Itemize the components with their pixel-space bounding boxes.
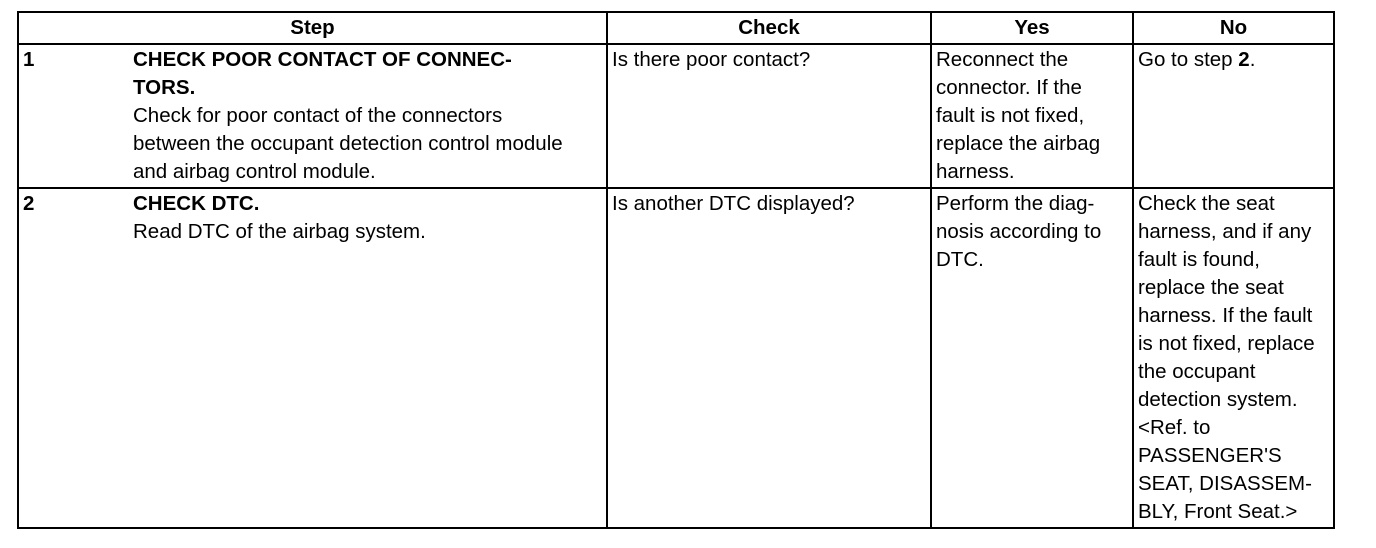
no-line: BLY, Front Seat.>	[1138, 500, 1298, 523]
step-number: 1	[23, 48, 35, 71]
header-step: Step	[18, 12, 607, 44]
step-description-line: Read DTC of the airbag system.	[133, 220, 426, 243]
yes-line: connector. If the	[936, 76, 1082, 99]
yes-line: nosis according to	[936, 220, 1102, 243]
step-number: 2	[23, 192, 35, 215]
no-line: <Ref. to	[1138, 416, 1211, 439]
no-line: SEAT, DISASSEM-	[1138, 472, 1312, 495]
step-description-line: and airbag control module.	[133, 160, 376, 183]
check-cell	[607, 188, 931, 528]
yes-line: replace the airbag	[936, 132, 1101, 155]
diagnostic-table	[17, 11, 1335, 529]
step-description-line: between the occupant detection control module	[133, 132, 563, 155]
no-cell	[1133, 44, 1334, 188]
yes-line: Perform the diag-	[936, 192, 1095, 215]
step-cell	[18, 188, 607, 528]
no-line: harness, and if any	[1138, 220, 1312, 243]
no-line: PASSENGER'S	[1138, 444, 1282, 467]
step-body	[133, 190, 602, 246]
step-body	[133, 46, 602, 186]
step-cell	[18, 44, 607, 188]
check-line: Is there poor contact?	[612, 48, 811, 71]
step-description	[133, 218, 602, 246]
yes-cell	[931, 44, 1133, 188]
yes-line: fault is not fixed,	[936, 104, 1085, 127]
no-line: Check the seat	[1138, 192, 1275, 215]
table-row	[18, 188, 1334, 528]
yes-cell	[931, 188, 1133, 528]
header-no: No	[1133, 12, 1334, 44]
no-line: replace the seat	[1138, 276, 1284, 299]
no-step-ref: 2	[1238, 48, 1250, 71]
no-line: is not fixed, replace	[1138, 332, 1315, 355]
step-title	[133, 46, 602, 102]
header-check: Check	[607, 12, 931, 44]
header-row	[18, 12, 1334, 44]
step-description-line: Check for poor contact of the connectors	[133, 104, 503, 127]
no-line: harness. If the fault	[1138, 304, 1313, 327]
step-title-line: CHECK POOR CONTACT OF CONNEC-	[133, 48, 512, 71]
no-line: fault is found,	[1138, 248, 1260, 271]
table-row	[18, 44, 1334, 188]
yes-line: Reconnect the	[936, 48, 1069, 71]
step-title-line: CHECK DTC.	[133, 192, 260, 215]
step-title	[133, 190, 602, 218]
check-line: Is another DTC displayed?	[612, 192, 855, 215]
no-line	[1138, 46, 1329, 74]
no-line: the occupant	[1138, 360, 1256, 383]
no-line: detection system.	[1138, 388, 1298, 411]
header-yes: Yes	[931, 12, 1133, 44]
no-text-end: .	[1249, 48, 1256, 71]
check-cell	[607, 44, 931, 188]
yes-line: DTC.	[936, 248, 984, 271]
step-description	[133, 102, 602, 186]
yes-line: harness.	[936, 160, 1015, 183]
no-text: Go to step	[1138, 48, 1239, 71]
no-cell	[1133, 188, 1334, 528]
step-title-line: TORS.	[133, 76, 196, 99]
